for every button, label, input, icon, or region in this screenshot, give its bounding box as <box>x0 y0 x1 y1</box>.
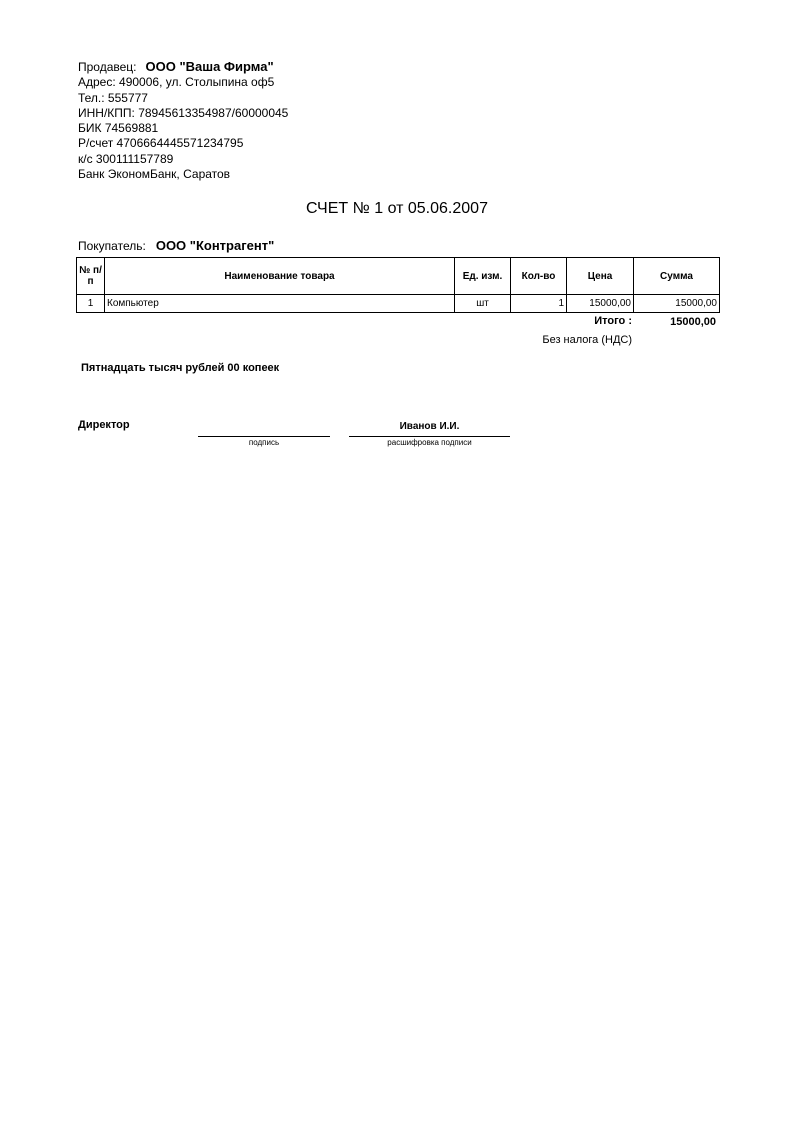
seller-address: Адрес: 490006, ул. Столыпина оф5 <box>78 75 275 90</box>
seller-label: Продавец: <box>78 60 137 74</box>
seller-account: Р/счет 4706664445571234795 <box>78 136 244 151</box>
invoice-title: СЧЕТ № 1 от 05.06.2007 <box>306 200 488 217</box>
cell-num: 1 <box>77 295 105 313</box>
seller-phone: Тел.: 555777 <box>78 90 148 105</box>
decoding-caption: расшифровка подписи <box>387 438 472 447</box>
vat-note: Без налога (НДС) <box>542 334 632 346</box>
table-header-row <box>77 258 720 295</box>
signature-caption: подпись <box>248 438 280 447</box>
buyer-name: ООО "Контрагент" <box>155 238 275 253</box>
header-qty: Кол-во <box>511 258 567 295</box>
cell-qty: 1 <box>511 295 567 313</box>
buyer-line <box>78 238 274 253</box>
seller-corr-account: к/с 300111157789 <box>78 151 174 166</box>
signer-name: Иванов И.И. <box>399 421 460 432</box>
seller-line <box>78 59 288 75</box>
header-num: № п/п <box>77 258 105 295</box>
seller-name: ООО "Ваша Фирма" <box>145 59 274 74</box>
header-sum: Сумма <box>634 258 720 295</box>
buyer-label: Покупатель: <box>78 239 146 253</box>
signer-position: Директор <box>78 419 130 431</box>
total-value: 15000,00 <box>670 316 716 328</box>
cell-unit: шт <box>455 295 511 313</box>
seller-block <box>78 59 288 182</box>
table-row <box>77 295 720 313</box>
seller-bik: БИК 74569881 <box>78 121 159 136</box>
cell-name: Компьютер <box>105 295 455 313</box>
cell-price: 15000,00 <box>567 295 634 313</box>
header-unit: Ед. изм. <box>455 258 511 295</box>
signature-decoding-line <box>349 436 510 437</box>
seller-inn-kpp: ИНН/КПП: 78945613354987/60000045 <box>78 105 289 120</box>
signature-line <box>198 436 330 437</box>
header-name: Наименование товара <box>105 258 455 295</box>
amount-in-words: Пятнадцать тысяч рублей 00 копеек <box>81 362 280 374</box>
cell-sum: 15000,00 <box>634 295 720 313</box>
items-table <box>76 257 720 313</box>
seller-bank: Банк ЭкономБанк, Саратов <box>78 167 231 182</box>
header-price: Цена <box>567 258 634 295</box>
total-label: Итого : <box>594 315 632 327</box>
